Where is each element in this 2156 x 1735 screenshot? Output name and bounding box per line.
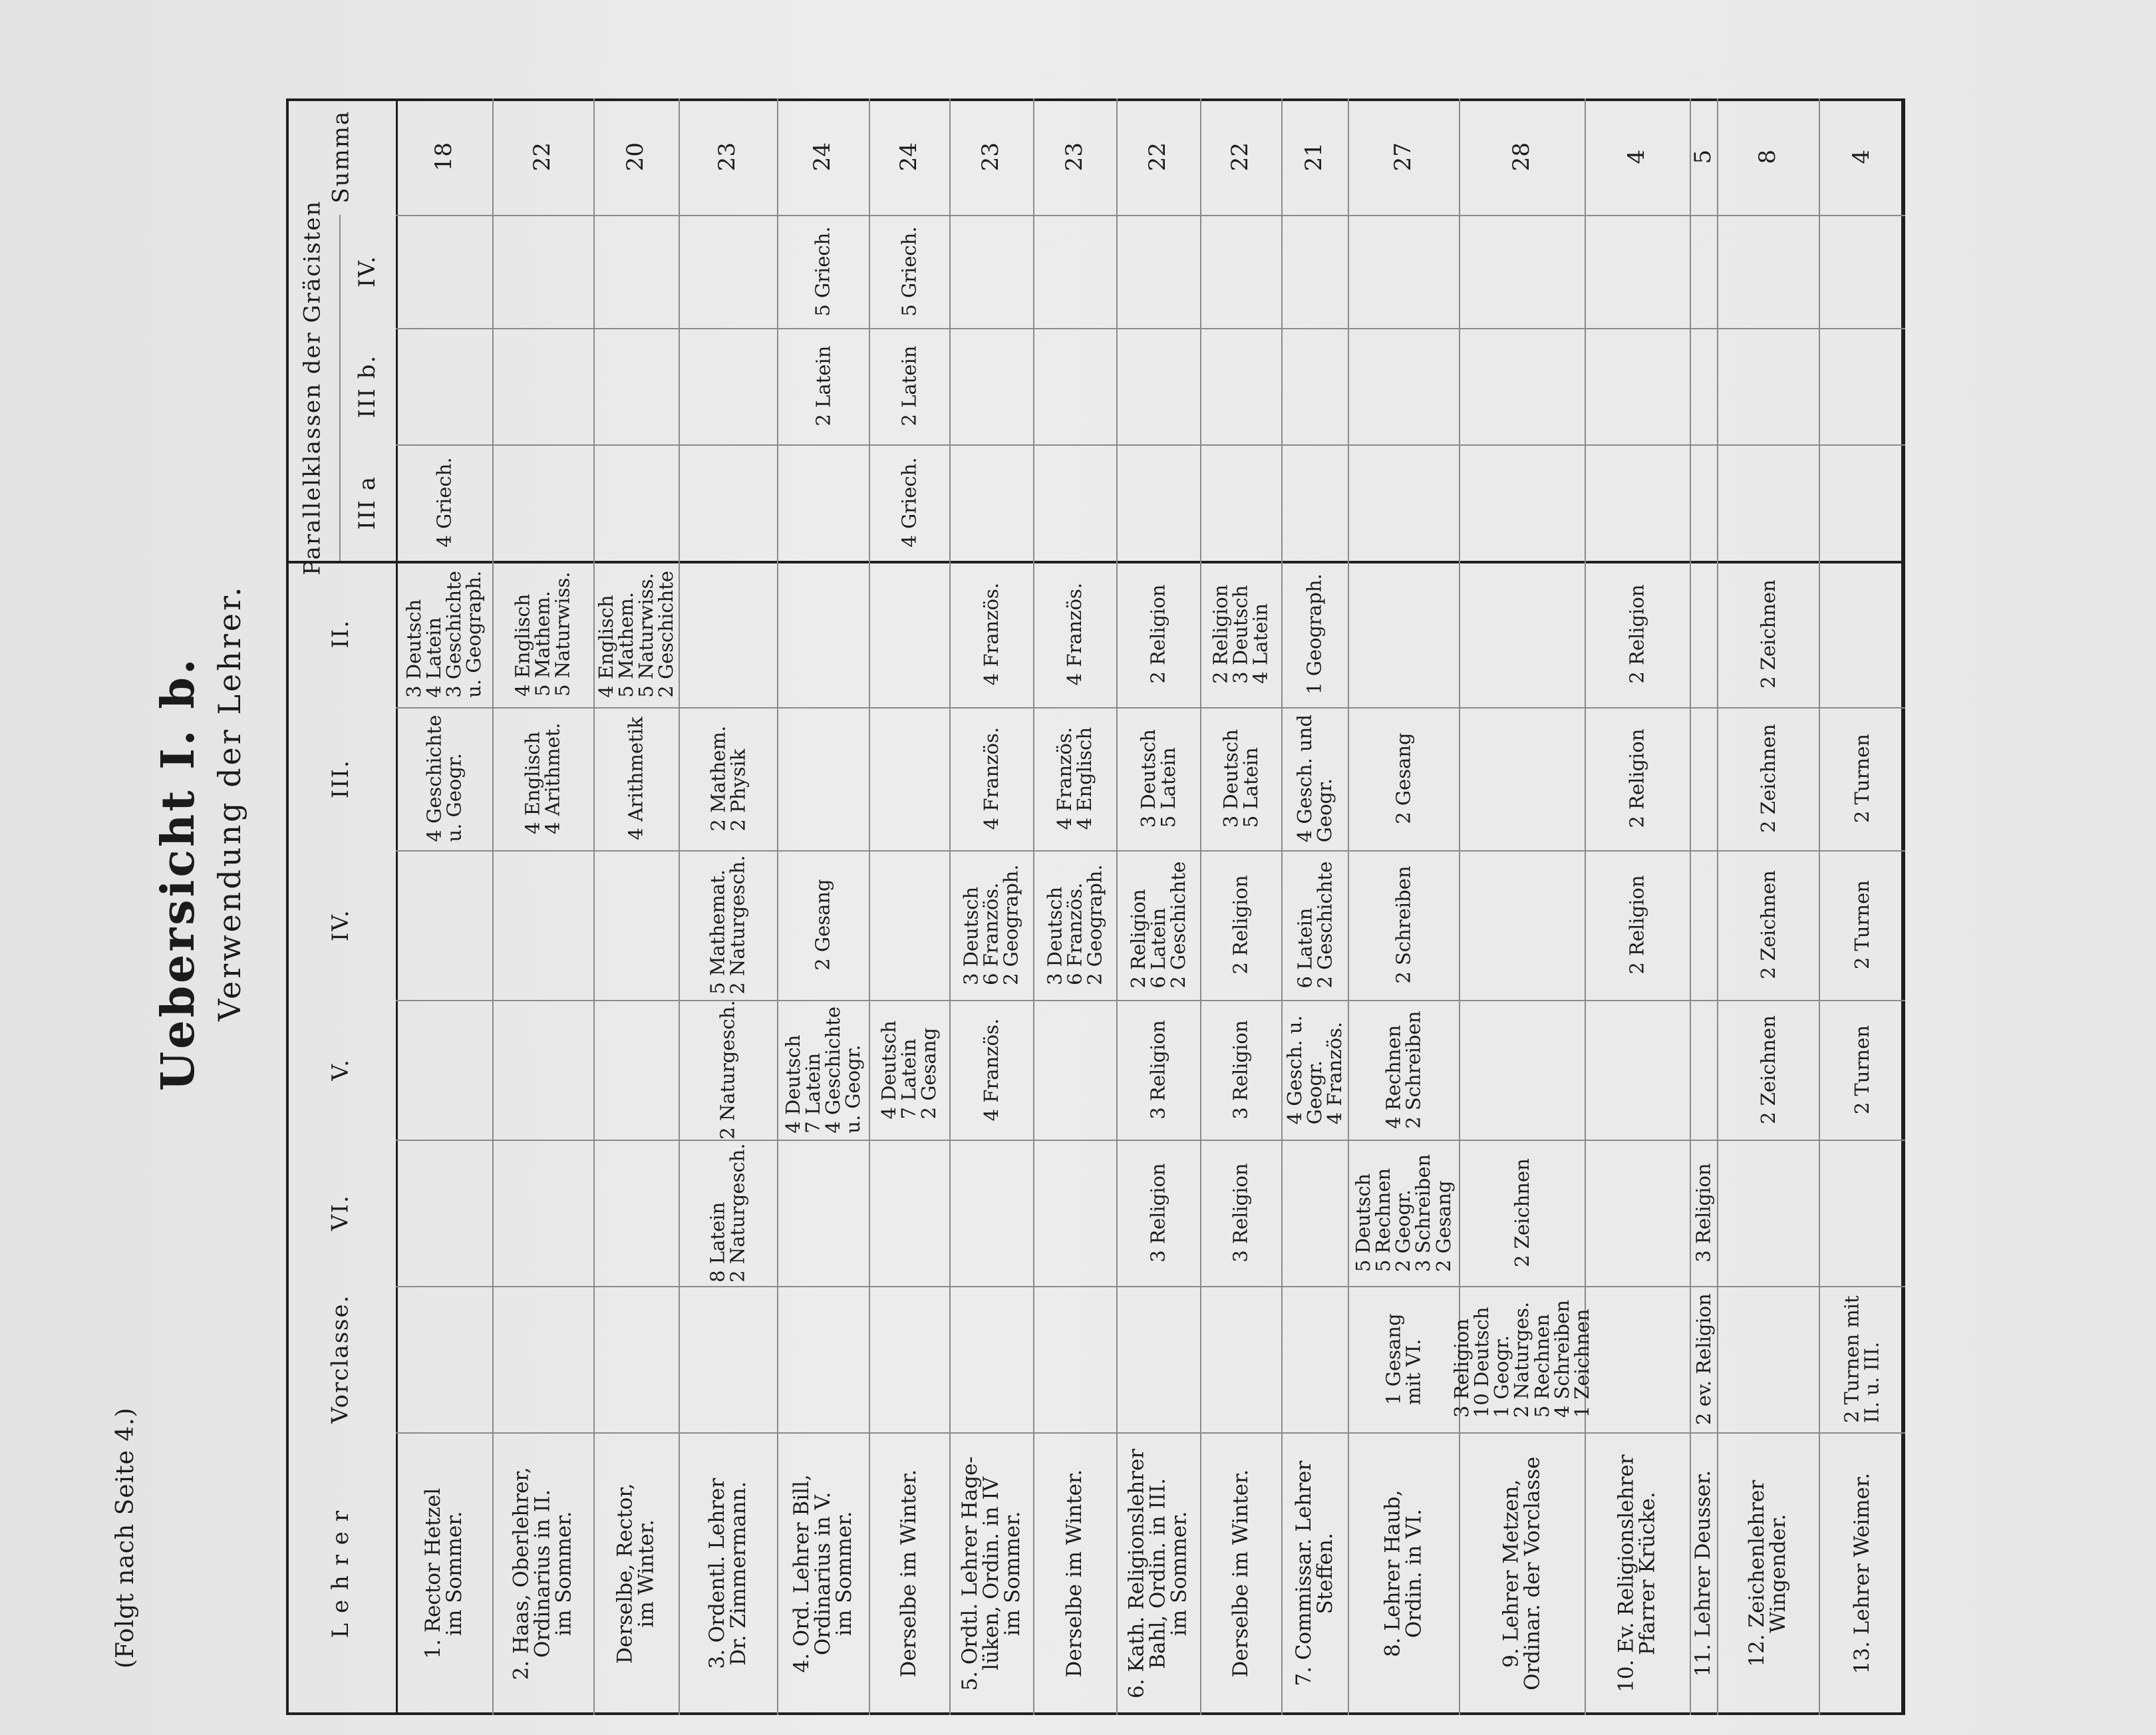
teacher-name-cell — [492, 1432, 593, 1715]
header-iii: III. — [327, 758, 354, 799]
lesson-ii-cell — [949, 561, 1033, 707]
lesson-iv_g: 5 Griech. — [811, 226, 834, 317]
weekly-total: 5 — [1689, 149, 1716, 164]
lesson-iii: 2 Zeichnen — [1756, 724, 1779, 834]
lesson-iiib-cell — [869, 328, 949, 444]
weekly-total: 24 — [809, 142, 836, 172]
header-vorclasse: Vorclasse. — [327, 1294, 354, 1424]
weekly-total-cell — [1585, 98, 1690, 215]
teacher-name: 13. Lehrer Weimer. — [1849, 1473, 1874, 1674]
lesson-iv_g: 5 Griech. — [897, 226, 921, 317]
header-vi: VI. — [327, 1194, 354, 1231]
header-iv: IV. — [327, 909, 354, 941]
lesson-v: 4 Deutsch 7 Latein 2 Gesang — [877, 1020, 941, 1120]
lesson-vorclasse: 3 Religion 10 Deutsch 1 Geogr. 2 Naturges. 5 Rechnen 4 Schreiben 1 Zeichnen — [1450, 1300, 1593, 1418]
header-vorclasse-cell — [286, 1286, 396, 1432]
lesson-ii-cell — [1200, 561, 1281, 707]
lesson-ii-cell — [1116, 561, 1200, 707]
header-vi-cell — [286, 1140, 396, 1286]
lesson-vorclasse-cell — [1819, 1286, 1905, 1432]
lesson-iv-cell — [949, 850, 1033, 1000]
teacher-name: 1. Rector Hetzel im Sommer. — [421, 1488, 467, 1659]
lesson-iii-cell — [1281, 707, 1348, 850]
lesson-ii-cell — [1033, 561, 1116, 707]
lesson-iiia-cell — [869, 444, 949, 561]
lesson-ii: 4 Französ. — [1063, 582, 1086, 686]
weekly-total-cell — [1459, 98, 1585, 215]
header-v-cell — [286, 1000, 396, 1140]
weekly-total: 23 — [714, 142, 741, 172]
header-ii: II. — [327, 619, 354, 649]
lesson-ii-cell — [1717, 561, 1819, 707]
lesson-iii: 2 Turnen — [1850, 734, 1873, 824]
lesson-v-cell — [777, 1000, 869, 1140]
weekly-total: 8 — [1754, 149, 1781, 164]
lesson-iii: 4 Englisch 4 Arithmet. — [521, 722, 564, 835]
weekly-total-cell — [869, 98, 949, 215]
lesson-iv-cell — [1281, 850, 1348, 1000]
teacher-name: 12. Zeichenlehrer Wingender. — [1745, 1480, 1791, 1667]
lesson-ii: 1 Geograph. — [1303, 573, 1326, 695]
weekly-total: 23 — [977, 142, 1004, 172]
lesson-iii-cell — [593, 707, 679, 850]
lesson-iv_g-cell — [777, 215, 869, 328]
teacher-name: 11. Lehrer Deusser. — [1691, 1470, 1716, 1677]
lesson-iiib: 2 Latein — [897, 346, 921, 426]
lesson-iv: 2 Religion — [1229, 875, 1252, 975]
lesson-vorclasse: 1 Gesang mit VI. — [1382, 1313, 1425, 1405]
page-title: Uebersicht I. b. — [152, 656, 205, 1091]
lesson-iv_g-cell — [869, 215, 949, 328]
lesson-ii-cell — [396, 561, 492, 707]
table-rule — [396, 215, 1905, 216]
teacher-name-cell — [1459, 1432, 1585, 1715]
lesson-v: 4 Französ. — [979, 1018, 1002, 1122]
weekly-total-cell — [1200, 98, 1281, 215]
lesson-iiib-cell — [777, 328, 869, 444]
header-lehrer: L e h r e r — [327, 1509, 354, 1639]
lesson-v-cell — [1200, 1000, 1281, 1140]
header-lehrer-cell — [286, 1432, 396, 1715]
lesson-iii-cell — [396, 707, 492, 850]
teacher-name: 5. Ordtl. Lehrer Hage- lüken, Ordin. in IV im Sommer. — [957, 1456, 1025, 1691]
table-rule — [396, 328, 1905, 329]
lesson-v-cell — [1281, 1000, 1348, 1140]
lesson-iii: 3 Deutsch 5 Latein — [1136, 729, 1179, 828]
table-rule — [396, 1286, 1905, 1287]
lesson-iii-cell — [949, 707, 1033, 850]
lesson-ii: 3 Deutsch 4 Latein 3 Geschichte u. Geograph. — [402, 570, 486, 698]
weekly-total-cell — [492, 98, 593, 215]
weekly-total-cell — [1348, 98, 1459, 215]
lesson-vorclasse-cell — [1690, 1286, 1717, 1432]
weekly-total: 22 — [529, 142, 556, 172]
teacher-name: Derselbe im Winter. — [897, 1470, 921, 1678]
lesson-iii-cell — [1585, 707, 1690, 850]
lesson-v: 4 Rechnen 2 Schreiben — [1382, 1011, 1425, 1129]
teacher-name-cell — [1033, 1432, 1116, 1715]
header-iv-cell — [286, 850, 396, 1000]
teacher-name-cell — [1690, 1432, 1717, 1715]
lesson-iii-cell — [1819, 707, 1905, 850]
teacher-name: Derselbe im Winter. — [1062, 1470, 1087, 1678]
teacher-name-cell — [1281, 1432, 1348, 1715]
lesson-iii: 4 Geschichte u. Geogr. — [422, 715, 466, 842]
lesson-vi: 2 Zeichnen — [1510, 1158, 1533, 1267]
weekly-total: 4 — [1848, 149, 1875, 164]
lesson-v: 4 Gesch. u. Geogr. 4 Französ. — [1283, 1015, 1346, 1125]
lesson-vi: 3 Religion — [1146, 1163, 1169, 1263]
teacher-name-cell — [949, 1432, 1033, 1715]
lesson-iv: 5 Mathemat. 2 Naturgesch. — [706, 855, 749, 995]
header-parallel-cell — [286, 200, 339, 576]
lesson-iii-cell — [1033, 707, 1116, 850]
lesson-v-cell — [949, 1000, 1033, 1140]
teacher-name-cell — [869, 1432, 949, 1715]
lesson-vi-cell — [1459, 1140, 1585, 1286]
header-summa: Summa — [327, 110, 354, 204]
header-iiib: III b. — [353, 354, 381, 418]
header-parallel: Parallelklassen der Gräcisten — [299, 200, 326, 576]
weekly-total: 27 — [1389, 142, 1416, 172]
lesson-iv: 3 Deutsch 6 Französ. 2 Geograph. — [959, 864, 1023, 986]
teacher-name-cell — [1819, 1432, 1905, 1715]
lesson-iv: 2 Religion 6 Latein 2 Geschichte — [1126, 862, 1190, 989]
lesson-vorclasse-cell — [1450, 1286, 1593, 1432]
weekly-total-cell — [679, 98, 777, 215]
lesson-iiia: 4 Griech. — [432, 457, 456, 548]
lesson-iii-cell — [1717, 707, 1819, 850]
lesson-ii: 4 Englisch 5 Mathem. 5 Naturwiss. 2 Geschichte — [594, 570, 678, 698]
lesson-iv-cell — [1717, 850, 1819, 1000]
weekly-total-cell — [1819, 98, 1905, 215]
lesson-iv: 2 Religion — [1625, 875, 1648, 975]
lesson-iv: 3 Deutsch 6 Französ. 2 Geograph. — [1043, 864, 1106, 986]
lesson-vorclasse: 2 ev. Religion — [1692, 1293, 1715, 1425]
table-rule — [396, 444, 1905, 446]
lesson-iii-cell — [679, 707, 777, 850]
lesson-v-cell — [1348, 1000, 1459, 1140]
weekly-total: 18 — [430, 142, 457, 172]
lesson-iii-cell — [1116, 707, 1200, 850]
teacher-name-cell — [396, 1432, 492, 1715]
lesson-iii: 2 Mathem. 2 Physik — [706, 726, 749, 832]
lesson-iv-cell — [1819, 850, 1905, 1000]
lesson-iii: 4 Gesch. und Geogr. — [1293, 714, 1336, 843]
lesson-iiia-cell — [396, 444, 492, 561]
lesson-iv: 2 Zeichnen — [1756, 870, 1779, 980]
lesson-ii: 2 Zeichnen — [1756, 579, 1779, 689]
weekly-total: 20 — [622, 142, 649, 172]
lesson-ii-cell — [1281, 561, 1348, 707]
lesson-vi: 3 Religion — [1692, 1163, 1715, 1263]
weekly-total-cell — [593, 98, 679, 215]
weekly-total: 23 — [1060, 142, 1088, 172]
lesson-vi: 5 Deutsch 5 Rechnen 2 Geogr. 3 Schreiben 2 Gesang — [1352, 1154, 1455, 1272]
header-ii-cell — [286, 561, 396, 707]
lesson-ii: 2 Religion — [1625, 584, 1648, 684]
lesson-iii: 4 Arithmetik — [624, 716, 647, 841]
weekly-total: 22 — [1227, 142, 1254, 172]
weekly-total-cell — [949, 98, 1033, 215]
lesson-iv: 2 Gesang — [811, 879, 834, 971]
lesson-vorclasse-cell — [1348, 1286, 1459, 1432]
teacher-name-cell — [593, 1432, 679, 1715]
teacher-name: 9. Lehrer Metzen, Ordinar. der Vorclasse — [1499, 1456, 1545, 1691]
lesson-v-cell — [1717, 1000, 1819, 1140]
lesson-iv-cell — [679, 850, 777, 1000]
lesson-v-cell — [1819, 1000, 1905, 1140]
lesson-iii-cell — [492, 707, 593, 850]
lesson-iv-cell — [1348, 850, 1459, 1000]
lesson-vi: 8 Latein 2 Naturgesch. — [706, 1143, 749, 1283]
lesson-ii-cell — [593, 561, 679, 707]
teacher-name: 8. Lehrer Haub, Ordin. in VI. — [1380, 1490, 1426, 1658]
header-iv_g: IV. — [353, 255, 381, 288]
lesson-vi-cell — [1200, 1140, 1281, 1286]
continued-note: (Folgt nach Seite 4.) — [112, 1407, 139, 1668]
lesson-iiib: 2 Latein — [811, 346, 834, 426]
weekly-total: 24 — [895, 142, 922, 172]
lesson-v: 4 Deutsch 7 Latein 4 Geschichte u. Geogr. — [781, 1006, 865, 1134]
lesson-iv-cell — [1033, 850, 1116, 1000]
lesson-ii-cell — [492, 561, 593, 707]
weekly-total-cell — [1690, 98, 1717, 215]
lesson-ii: 2 Religion 3 Deutsch 4 Latein — [1209, 584, 1273, 684]
teacher-name: 4. Ord. Lehrer Bill, Ordinarius in V. im Sommer. — [789, 1474, 857, 1673]
lesson-v-cell — [1116, 1000, 1200, 1140]
teacher-name-cell — [679, 1432, 777, 1715]
teacher-name: 7. Commissar. Lehrer Steffen. — [1291, 1461, 1338, 1686]
teacher-name-cell — [777, 1432, 869, 1715]
lesson-iii: 4 Französ. 4 Englisch — [1053, 727, 1096, 830]
lesson-iii: 4 Französ. — [979, 727, 1002, 830]
teacher-name: 6. Kath. Religionslehrer Bahl, Ordin. in III. im Sommer. — [1124, 1448, 1192, 1699]
header-iiia-cell — [339, 444, 396, 561]
header-v: V. — [327, 1058, 354, 1081]
weekly-total: 21 — [1301, 142, 1328, 172]
teacher-name: 3. Ordentl. Lehrer Dr. Zimmermann. — [704, 1478, 750, 1669]
lesson-iv-cell — [1116, 850, 1200, 1000]
lesson-iv: 2 Turnen — [1850, 880, 1873, 970]
weekly-total: 28 — [1507, 142, 1535, 172]
weekly-total-cell — [1281, 98, 1348, 215]
weekly-total-cell — [1717, 98, 1819, 215]
lesson-v-cell — [679, 1000, 777, 1140]
lesson-iii-cell — [1200, 707, 1281, 850]
lesson-ii-cell — [1585, 561, 1690, 707]
weekly-total: 22 — [1144, 142, 1171, 172]
weekly-total-cell — [777, 98, 869, 215]
header-iiib-cell — [339, 328, 396, 444]
teacher-name: 10. Ev. Religionslehrer Pfarrer Krücke. — [1614, 1454, 1660, 1693]
lesson-iv-cell — [777, 850, 869, 1000]
lesson-iii: 3 Deutsch 5 Latein — [1219, 729, 1262, 828]
weekly-total-cell — [1033, 98, 1116, 215]
header-iiia: III a — [353, 475, 381, 530]
lesson-v: 2 Turnen — [1850, 1025, 1873, 1115]
lesson-v: 3 Religion — [1146, 1020, 1169, 1120]
lesson-vi-cell — [1348, 1140, 1459, 1286]
lesson-iii: 2 Religion — [1625, 728, 1648, 829]
teacher-name-cell — [1585, 1432, 1690, 1715]
lesson-iii: 2 Gesang — [1392, 732, 1415, 825]
lesson-vorclasse: 2 Turnen mit II. u. III. — [1840, 1295, 1883, 1423]
teacher-name-cell — [1116, 1432, 1200, 1715]
lesson-vi-cell — [1116, 1140, 1200, 1286]
teacher-assignment-table — [286, 98, 1905, 1715]
header-iii-cell — [286, 707, 396, 850]
lesson-ii: 2 Religion — [1146, 584, 1169, 684]
weekly-total-cell — [396, 98, 492, 215]
lesson-v: 2 Naturgesch. — [716, 1000, 739, 1140]
lesson-ii: 4 Englisch 5 Mathem. 5 Naturwiss. — [511, 571, 575, 697]
lesson-iiia: 4 Griech. — [897, 457, 921, 548]
teacher-name-cell — [1200, 1432, 1281, 1715]
page-subtitle: Verwendung der Lehrer. — [212, 584, 247, 1021]
lesson-ii: 4 Französ. — [979, 582, 1002, 686]
lesson-iii-cell — [1348, 707, 1459, 850]
teacher-name-cell — [1348, 1432, 1459, 1715]
header-iv_g-cell — [339, 215, 396, 328]
lesson-vi-cell — [1690, 1140, 1717, 1286]
teacher-name-cell — [1717, 1432, 1819, 1715]
header-summa-cell — [286, 98, 396, 215]
teacher-name: Derselbe, Rector, im Winter. — [613, 1483, 659, 1664]
lesson-iv: 6 Latein 2 Geschichte — [1293, 862, 1336, 989]
lesson-vi-cell — [679, 1140, 777, 1286]
lesson-iv: 2 Schreiben — [1392, 866, 1415, 985]
teacher-name: Derselbe im Winter. — [1228, 1470, 1253, 1678]
lesson-v: 2 Zeichnen — [1756, 1015, 1779, 1124]
teacher-name: 2. Haas, Oberlehrer, Ordinarius in II. im Sommer. — [509, 1467, 577, 1680]
lesson-v-cell — [869, 1000, 949, 1140]
lesson-vi: 3 Religion — [1229, 1163, 1252, 1263]
weekly-total: 4 — [1623, 149, 1650, 164]
weekly-total-cell — [1116, 98, 1200, 215]
lesson-v: 3 Religion — [1229, 1020, 1252, 1120]
lesson-iv-cell — [1200, 850, 1281, 1000]
lesson-iv-cell — [1585, 850, 1690, 1000]
